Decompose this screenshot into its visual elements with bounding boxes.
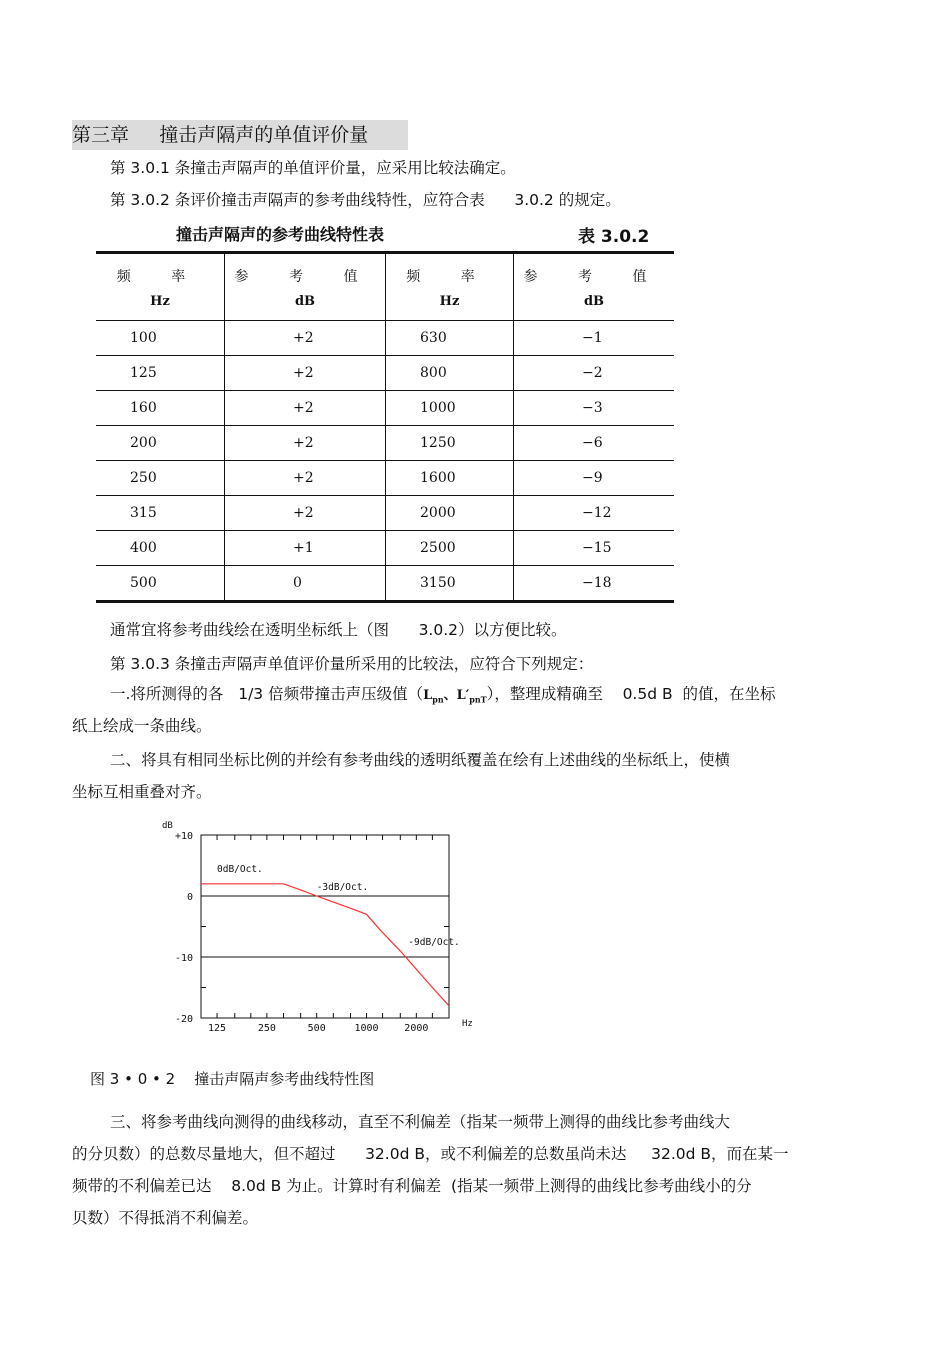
rule-2-line-1: 二、将具有相同坐标比例的并绘有参考曲线的透明纸覆盖在绘有上述曲线的坐标纸上，使横 [110, 751, 731, 769]
rule-3-line-1: 三、将参考曲线向测得的曲线移动，直至不利偏差（指某一频带上测得的曲线比参考曲线大 [110, 1113, 731, 1131]
table-row: 250 +2 1600 −9 [96, 461, 674, 496]
table-header-row [96, 253, 674, 321]
y-tick-label: +10 [174, 831, 193, 842]
x-tick-label: 250 [257, 1023, 276, 1034]
slope-annotation: -9dB/Oct. [408, 936, 460, 948]
header-reference-value: 参 考 值 dB [514, 253, 675, 321]
header-frequency: 频 率 Hz [386, 253, 514, 321]
table-row: 500 0 3150 −18 [96, 566, 674, 602]
plot-frame [201, 835, 449, 1018]
rule-1-line-2: 纸上绘成一条曲线。 [72, 717, 212, 735]
rule-3-line-2: 的分贝数）的总数尽量地大，但不超过 32.0d B，或不利偏差的总数虽尚未达 32.0d B，而在某一 [72, 1145, 789, 1163]
figure-intro: 通常宜将参考曲线绘在透明坐标纸上（图 3.0.2）以方便比较。 [110, 621, 567, 639]
header-frequency: 频 率 Hz [96, 253, 225, 321]
slope-annotation: -3dB/Oct. [316, 882, 369, 893]
table-row: 315 +2 2000 −12 [96, 496, 674, 531]
table-row: 125 +2 800 −2 [96, 356, 674, 391]
clause-3-0-2: 第 3.0.2 条评价撞击声隔声的参考曲线特性，应符合表 3.0.2 的规定。 [110, 191, 621, 209]
x-tick-label: 2000 [404, 1023, 429, 1034]
y-tick-label: -10 [174, 953, 193, 964]
x-axis-label: Hz [462, 1019, 473, 1029]
table-row: 200 +2 1250 −6 [96, 426, 674, 461]
rule-1-line-1: 一.将所测得的各 1/3 倍频带撞击声压级值（$L_{pn}$、$L'_{pnT}$），整理成精确至 0.5d B 的值，在坐标 [110, 685, 776, 705]
table-number: 表 3.0.2 [578, 227, 650, 247]
header-reference-value: 参 考 值 dB [225, 253, 386, 321]
table-title: 撞击声隔声的参考曲线特性表 [176, 225, 385, 244]
reference-curve-chart [150, 814, 490, 1044]
table-row: 160 +2 1000 −3 [96, 391, 674, 426]
x-tick-label: 1000 [354, 1023, 379, 1034]
table-row: 100 +2 630 −1 [96, 321, 674, 356]
rule-2-line-2: 坐标互相重叠对齐。 [72, 783, 212, 801]
clause-3-0-1: 第 3.0.1 条撞击声隔声的单值评价量，应采用比较法确定。 [110, 159, 516, 177]
rule-3-line-4: 贝数）不得抵消不利偏差。 [72, 1209, 259, 1227]
x-tick-label: 500 [307, 1023, 326, 1034]
y-axis-label: dB [162, 821, 173, 831]
y-tick-label: 0 [186, 892, 193, 903]
reference-curve-table [96, 251, 674, 603]
y-tick-label: -20 [174, 1014, 193, 1025]
chapter-title: 第三章 撞击声隔声的单值评价量 [72, 120, 408, 150]
sound-level-formula: $L_{pn}$、$L'_{pnT}$ [423, 688, 487, 705]
table-row: 400 +1 2500 −15 [96, 531, 674, 566]
clause-3-0-3: 第 3.0.3 条撞击声隔声单值评价量所采用的比较法，应符合下列规定： [110, 655, 594, 673]
slope-annotation: 0dB/Oct. [217, 863, 263, 875]
rule-3-line-3: 频带的不利偏差已达 8.0d B 为止。计算时有利偏差 (指某一频带上测得的曲线比参考曲线小的分 [72, 1177, 752, 1195]
figure-caption: 图 3 • 0 • 2 撞击声隔声参考曲线特性图 [90, 1070, 375, 1088]
x-tick-label: 125 [208, 1023, 227, 1034]
